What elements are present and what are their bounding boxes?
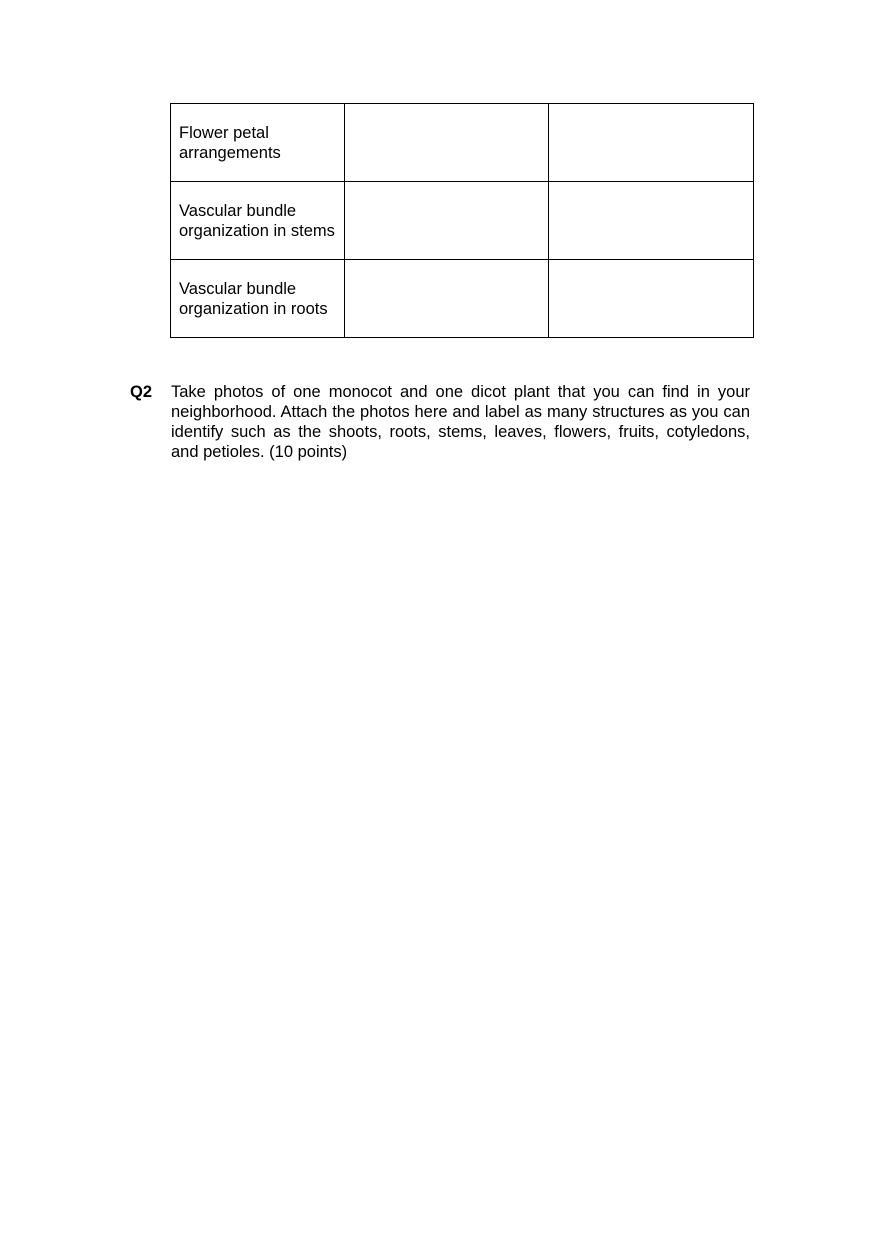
table-row xyxy=(171,260,754,338)
row-label: Flower petal arrangements xyxy=(171,104,345,182)
table-cell xyxy=(549,182,754,260)
row-label: Vascular bundle organization in stems xyxy=(171,182,345,260)
table-cell xyxy=(345,260,549,338)
question-text: Take photos of one monocot and one dicot plant that you can find in your neighborhood. Attach the photos here and label as many structures as you can identify such as the shoots, roots, stems, leaves, flowers, fruits, cotyledons, and petioles. (10 points) xyxy=(171,383,750,461)
table-cell xyxy=(345,182,549,260)
table-row xyxy=(171,104,754,182)
table-row xyxy=(171,182,754,260)
question-number: Q2 xyxy=(130,383,153,401)
table-cell xyxy=(345,104,549,182)
comparison-table xyxy=(170,103,754,338)
table-cell xyxy=(549,260,754,338)
row-label: Vascular bundle organization in roots xyxy=(171,260,345,338)
table-cell xyxy=(549,104,754,182)
